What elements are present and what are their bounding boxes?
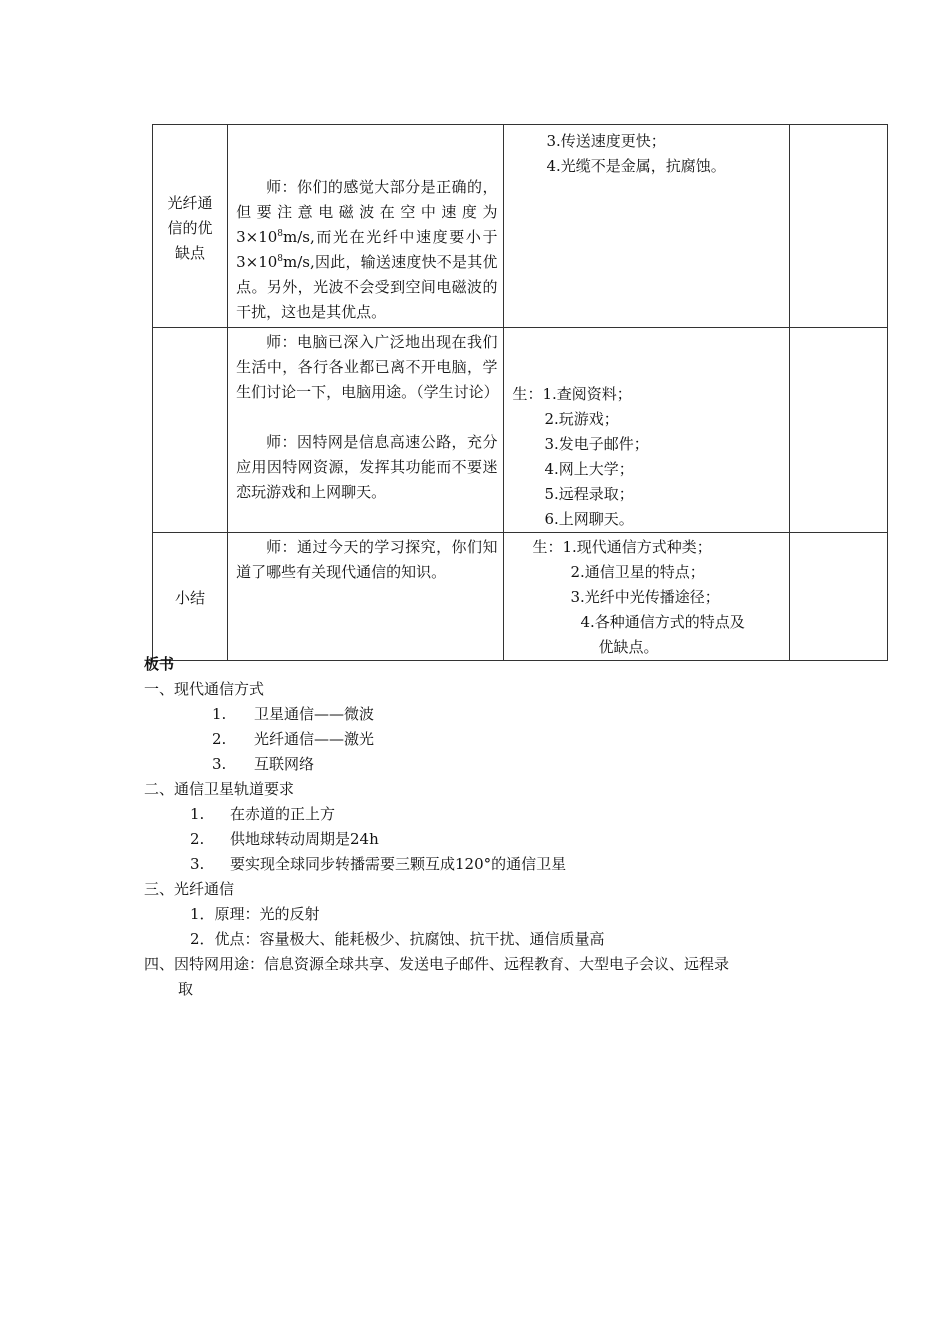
section-continuation: 取: [178, 980, 194, 998]
student-line: 6.上网聊天。: [544, 510, 634, 528]
section-heading: 二、通信卫星轨道要求: [144, 780, 295, 798]
row-label-line: 缺点: [175, 243, 206, 262]
student-cell: [504, 328, 789, 533]
student-line: 3.传送速度更快；: [546, 132, 666, 150]
student-line: 2.通信卫星的特点；: [570, 563, 705, 581]
student-line: 5.远程录取；: [544, 485, 634, 503]
notes-cell: [789, 533, 887, 661]
student-line: 生：1.现代通信方式种类；: [532, 538, 712, 556]
section-heading: 一、现代通信方式: [144, 680, 265, 698]
board-title: 板书: [144, 655, 175, 673]
teacher-cell: [228, 533, 504, 661]
teacher-text: 师：电脑已深入广泛地出现在我们生活中，各行各业都已离不开电脑，学生们讨论一下，电脑用途。（学生讨论）: [236, 333, 499, 401]
lesson-table: [152, 124, 888, 661]
teacher-text: 师：你们的感觉大部分是正确的，但要注意电磁波在空中速度为$3\times 10^8m/s$,而光在光纤中速度要小于$3\times 10^8m/s$,因此，输送速度快不是其优点。另外，光波不会受到空间电磁波的干扰，这也是其优点。: [236, 178, 498, 321]
teacher-cell: [228, 125, 504, 328]
blackboard-notes: [144, 652, 824, 1002]
row-label: [153, 328, 228, 533]
student-cell: [504, 533, 789, 661]
list-item: 2. 光纤通信——激光: [212, 730, 375, 748]
student-line: 生：1.查阅资料；: [512, 385, 632, 403]
table-row: [153, 328, 888, 533]
student-line: 3.光纤中光传播途径；: [570, 588, 720, 606]
teacher-text: 师：因特网是信息高速公路，充分应用因特网资源，发挥其功能而不要迷恋玩游戏和上网聊天。: [236, 433, 498, 501]
section-heading: 三、光纤通信: [144, 880, 235, 898]
student-line: 4.网上大学；: [544, 460, 634, 478]
row-label-line: 信的优: [167, 218, 213, 237]
row-label: [153, 125, 228, 328]
notes-cell: [789, 328, 887, 533]
student-line: 4.各种通信方式的特点及: [580, 613, 745, 631]
list-item: 1．原理：光的反射: [190, 905, 320, 923]
student-line: 优缺点。: [598, 638, 659, 656]
list-item: 1. 在赤道的正上方: [190, 805, 336, 823]
list-item: 2．优点：容量极大、能耗极少、抗腐蚀、抗干扰、通信质量高: [190, 930, 605, 948]
table-row: [153, 533, 888, 661]
student-line: 3.发电子邮件；: [544, 435, 649, 453]
student-line: 2.玩游戏；: [544, 410, 619, 428]
table-row: [153, 125, 888, 328]
teacher-cell: [228, 328, 504, 533]
list-item: 2. 供地球转动周期是24h: [190, 830, 379, 848]
list-item: 1. 卫星通信——微波: [212, 705, 375, 723]
section-heading: 四、因特网用途：信息资源全球共享、发送电子邮件、远程教育、大型电子会议、远程录: [144, 955, 730, 973]
list-item: 3. 要实现全球同步转播需要三颗互成120°的通信卫星: [190, 855, 567, 873]
row-label: 小结: [153, 533, 228, 661]
list-item: 3. 互联网络: [212, 755, 315, 773]
teacher-text: 师：通过今天的学习探究，你们知道了哪些有关现代通信的知识。: [236, 538, 498, 581]
student-cell: [504, 125, 789, 328]
student-line: 4.光缆不是金属，抗腐蚀。: [546, 157, 726, 175]
row-label-line: 光纤通: [167, 193, 213, 212]
notes-cell: [789, 125, 887, 328]
